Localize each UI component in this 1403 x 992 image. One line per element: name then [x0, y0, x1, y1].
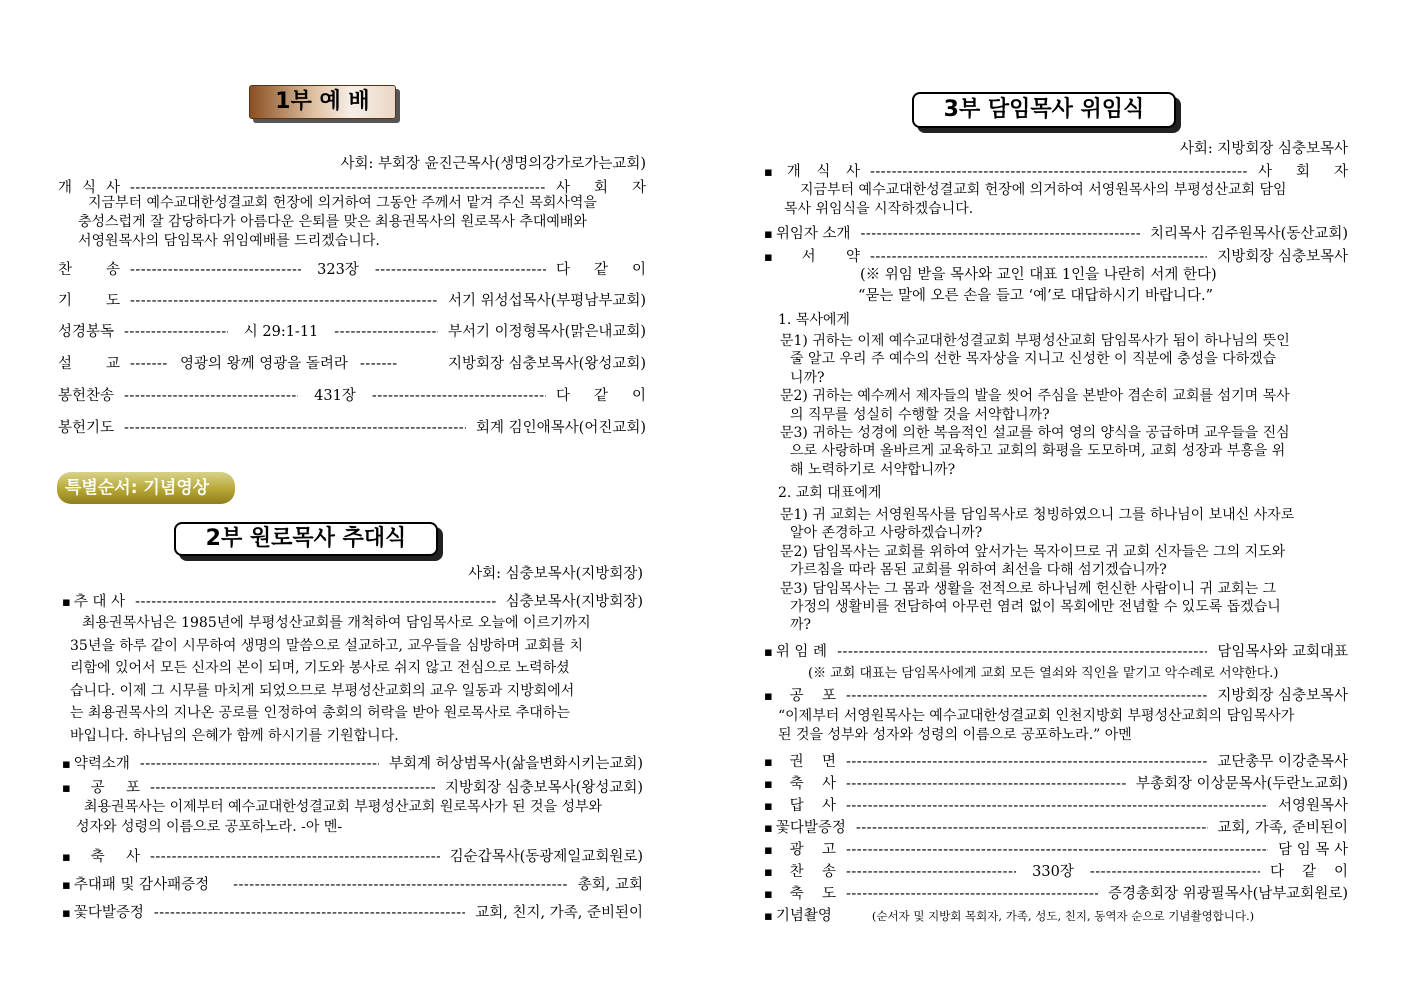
part3-item-congratulation: ▪ 축 사 ----- 부총회장 이상문목사(두란노교회) [764, 772, 1348, 793]
part2-address-text: 최용권목사님은 1985년에 부평성산교회를 개척하여 담임목사로 오늘에 이르기까지 35년을 하루 같이 시무하여 생명의 말씀으로 설교하고, 교우들을 심방하며 교회를 치 리함에 있어서 모든 신자의 본이 되며, 기도와 봉사로 쉬지 않고 전심으로 노력하셨 습니다. 이제 그 시무를 마치게 되었으므로 부평성산교회의 교우 일동과 지방회에서 는 최용권목사의 지나온 공로를 인정하여 총회의 허락을 받아 원로목사로 추대하는 바입니다. 하나님의 은혜가 함께 하시기를 기원합니다. [70, 615, 591, 744]
part3-proclaim-line2: 된 것을 성부와 성자와 성령의 이름으로 공포하노라.” 아멘 [778, 727, 1132, 743]
part3-section2-title: 2. 교회 대표에게 [778, 485, 882, 501]
part1-title: 1부 예 배 [249, 85, 396, 119]
part3-item-hymn: ▪ 찬 송 ----- 330장 ----- 다 같 이 [764, 860, 1348, 881]
part2-item-flowers: ▪ 꽃다발증정 ----- 교회, 친지, 가족, 준비된이 [62, 901, 643, 922]
part3-item-introduction: ▪ 위임자 소개 ----- 치리목사 김주원목사(동산교회) [764, 222, 1348, 243]
part3-vow-instruction: “묻는 말에 오른 손을 들고 ‘예’로 대답하시기 바랍니다.” [858, 288, 1214, 304]
part1-item-sermon: 설 교 ----- 영광의 왕께 영광을 돌려라 ----- 지방회장 심충보목사(왕성교회) [58, 352, 646, 373]
part2-host: 사회: 심충보목사(지방회장) [468, 566, 643, 582]
part2-proclaim-line1: 최용권목사는 이제부터 예수교대한성결교회 부평성산교회 원로목사가 된 것을 성부와 [84, 799, 603, 815]
part1-opening-line3: 서영원목사의 담임목사 위임예배를 드리겠습니다. [78, 233, 380, 249]
part1-item-prayer: 기 도 ----- 서기 위성섭목사(부평남부교회) [58, 289, 646, 310]
part1-item-reading: 성경봉독 ----- 시 29:1-11 ----- 부서기 이정형목사(맑은내교회) [58, 320, 646, 341]
part1-opening-line1: 지금부터 예수교대한성결교회 헌장에 의거하여 그동안 주께서 맡겨 주신 목회사역을 [88, 195, 597, 211]
part2-item-plaques: ▪ 추대패 및 감사패증정 ----- 총회, 교회 [62, 873, 643, 894]
part3-item-response: ▪ 답 사 ----- 서영원목사 [764, 794, 1348, 815]
part3-item-opening: ▪ 개 식 사 ----- 사 회 자 [764, 160, 1348, 181]
part2-item-congratulation: ▪ 축 사 ----- 김순갑목사(동광제일교회원로) [62, 845, 643, 866]
part3-proclaim-line1: “이제부터 서영원목사는 예수교대한성결교회 인천지방회 부평성산교회의 담임목사가 [778, 708, 1295, 724]
part3-title: 3부 담임목사 위임식 [912, 92, 1176, 128]
part3-section1-title: 1. 목사에게 [778, 312, 850, 328]
part1-opening-line2: 충성스럽게 잘 감당하다가 아름다운 은퇴를 맞은 최용권목사의 원로목사 추대예배와 [78, 214, 587, 230]
part3-item-installation: ▪ 위 임 례 ----- 담임목사와 교회대표 [764, 640, 1348, 661]
part3-item-announcements: ▪ 광 고 ----- 담 임 목 사 [764, 838, 1348, 859]
part2-item-biography: ▪ 약력소개 ----- 부회계 허상범목사(삶을변화시키는교회) [62, 752, 643, 773]
part3-opening-line1: 지금부터 예수교대한성결교회 헌장에 의거하여 서영원목사의 부평성산교회 담임 [800, 182, 1287, 198]
part2-title: 2부 원로목사 추대식 [174, 522, 438, 556]
part1-host: 사회: 부회장 윤진근목사(생명의강가로가는교회) [340, 156, 646, 172]
part3-opening-line2: 목사 위임식을 시작하겠습니다. [784, 201, 974, 217]
part1-item-opening: 개 식 사 ----- 사 회 자 [58, 176, 646, 197]
part3-item-vow: ▪ 서 약 ----- 지방회장 심충보목사 [764, 245, 1348, 266]
part1-item-offertory-prayer: 봉헌기도 ----- 회계 김인애목사(어진교회) [58, 416, 646, 437]
part3-item-photo: ▪ 기념촬영 (순서자 및 지방회 목회자, 가족, 성도, 친지, 동역자 순으로 기념촬영합니다.) [764, 904, 1348, 925]
part2-item-address: ▪ 추 대 사 ----- 심충보목사(지방회장) [62, 590, 643, 611]
part3-item-proclamation: ▪ 공 포 ----- 지방회장 심충보목사 [764, 684, 1348, 705]
part3-item-exhortation: ▪ 권 면 ----- 교단총무 이강춘목사 [764, 750, 1348, 771]
part1-item-offertory-hymn: 봉헌찬송 ----- 431장 ----- 다 같 이 [58, 384, 646, 405]
part3-section2-questions: 문1) 귀 교회는 서영원목사를 담임목사로 청빙하였으니 그를 하나님이 보내신 사자로 알아 존경하고 사랑하겠습니까? 문2) 담임목사는 교회를 위하여 앞서가는 목자이므로 귀 교회 신자들은 그의 지도와 가르침을 따라 몸된 교회를 위하여 최선을 다해 섬기겠습니까? 문3) 담임목사는 그 몸과 생활을 전적으로 하나님께 헌신한 사람이니 귀 교회는 그 가정의 생활비를 전담하여 아무런 염려 없이 목회에만 전념할 수 있도록 돕겠습니 까? [780, 507, 1295, 634]
part2-proclaim-line2: 성자와 성령의 이름으로 공포하노라. -아 멘- [76, 819, 343, 835]
part2-item-proclamation: ▪ 공 포 ----- 지방회장 심충보목사(왕성교회) [62, 776, 643, 797]
part1-item-hymn: 찬 송 ----- 323장 ----- 다 같 이 [58, 258, 646, 279]
part3-host: 사회: 지방회장 심충보목사 [1179, 141, 1348, 157]
part3-section1-questions: 문1) 귀하는 이제 예수교대한성결교회 부평성산교회 담임목사가 됨이 하나님의 뜻인 줄 알고 우리 주 예수의 선한 목자상을 지니고 신성한 이 직분에 충성을 다하겠습 니까? 문2) 귀하는 예수께서 제자들의 발을 씻어 주심을 본받아 겸손히 교회를 섬기며 목사 의 직무를 성실히 수행할 것을 서약합니까? 문3) 귀하는 성경에 의한 복음적인 설교를 하여 영의 양식을 공급하며 교우들을 진심 으로 사랑하며 올바르게 교육하고 교회의 화평을 도모하며, 교회 성장과 부흥을 위 해 노력하기로 서약합니까? [780, 333, 1290, 478]
part3-installation-note: (※ 교회 대표는 담임목사에게 교회 모든 열쇠와 직인을 맡기고 악수례로 서약한다.) [808, 666, 1279, 681]
part3-item-benediction: ▪ 축 도 ----- 증경총회장 위광필목사(남부교회원로) [764, 882, 1348, 903]
part3-item-flowers: ▪ 꽃다발증정 ----- 교회, 가족, 준비된이 [764, 816, 1348, 837]
part3-vow-note: (※ 위임 받을 목사와 교인 대표 1인을 나란히 서게 한다) [860, 267, 1217, 283]
special-program-banner: 특별순서: 기념영상 [57, 472, 235, 504]
